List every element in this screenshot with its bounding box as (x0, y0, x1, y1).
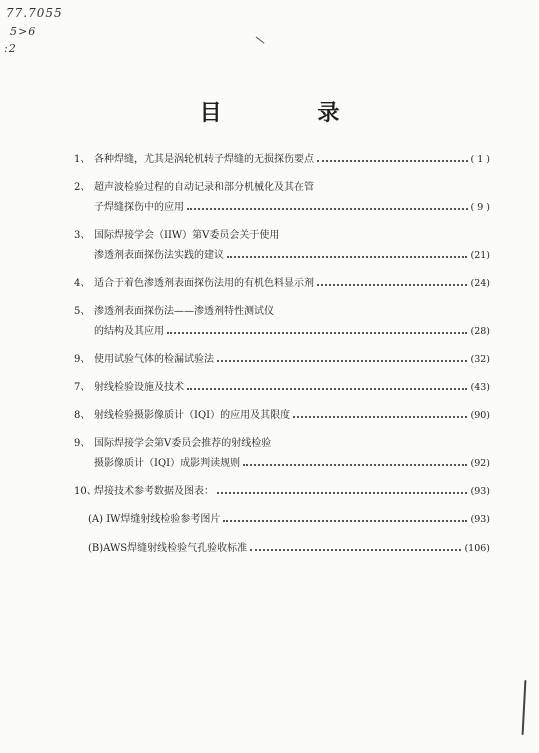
toc-title: 各种焊缝，尤其是涡轮机转子焊缝的无损探伤要点 (94, 154, 314, 165)
toc-line (74, 406, 490, 421)
toc-leader-dots (250, 547, 461, 551)
toc-entry (74, 274, 490, 289)
toc-number: 9、 (74, 438, 91, 449)
toc-title: 子焊缝探伤中的应用 (94, 202, 184, 213)
toc-number: 9、 (74, 354, 91, 365)
toc-line (74, 150, 490, 165)
toc-line (74, 378, 490, 393)
toc-number: 10、 (74, 486, 97, 497)
toc-leader-dots (227, 254, 467, 258)
toc-line (74, 302, 490, 317)
toc-subentry (74, 510, 490, 525)
handwritten-note-3: :2 (4, 42, 17, 55)
toc-title: 超声波检验过程的自动记录和部分机械化及其在管 (94, 182, 314, 193)
toc-page-number: (90) (470, 410, 490, 421)
toc-entry (74, 406, 490, 421)
toc-line (74, 274, 490, 289)
toc-page-number: (32) (470, 354, 490, 365)
toc-leader-dots (243, 462, 467, 466)
toc-page-number: (93) (470, 514, 490, 525)
toc-page-number: (92) (470, 458, 490, 469)
toc-page-number: (106) (464, 543, 490, 554)
scan-edge-mark (522, 680, 527, 735)
toc-title: 渗透剂表面探伤法实践的建议 (94, 250, 224, 261)
toc-line (74, 434, 490, 449)
toc-entry (74, 350, 490, 365)
toc-subentry-title: (A) IW焊缝射线检验参考图片 (88, 514, 221, 525)
toc-page-number: (93) (470, 486, 490, 497)
toc-number: 5、 (74, 306, 91, 317)
toc-leader-dots (187, 206, 468, 210)
toc-line (74, 510, 490, 525)
toc-leader-dots (223, 518, 467, 522)
toc-entry (74, 434, 490, 469)
toc-page-number: (28) (470, 326, 490, 337)
toc-leader-dots (217, 490, 467, 494)
toc-subentry-title: (B)AWS焊缝射线检验气孔验收标准 (88, 543, 248, 554)
toc-leader-dots (317, 158, 468, 162)
pen-mark: \ (254, 33, 266, 47)
toc-line (74, 198, 490, 213)
toc-title: 使用试验气体的检漏试验法 (94, 354, 214, 365)
toc-number: 4、 (74, 278, 91, 289)
toc-page-number: ( 9 ) (470, 202, 490, 213)
toc-subentry (74, 539, 490, 554)
toc-line (74, 226, 490, 241)
toc-line (74, 482, 490, 497)
toc-entry (74, 482, 490, 497)
toc-title: 渗透剂表面探伤法——渗透剂特性测试仪 (94, 306, 274, 317)
toc-number: 1、 (74, 154, 91, 165)
toc-title: 焊接技术参考数据及图表： (94, 486, 214, 497)
toc-line (74, 178, 490, 193)
page-title: 目 录 (199, 100, 384, 126)
toc-leader-dots (317, 282, 467, 286)
toc-page-number: (24) (470, 278, 490, 289)
toc-entry (74, 226, 490, 261)
toc-entry (74, 150, 490, 165)
toc-leader-dots (187, 386, 467, 390)
handwritten-note-2: 5>6 (10, 25, 37, 38)
toc-title: 国际焊接学会（IIW）第V委员会关于使用 (94, 230, 280, 241)
toc-page-number: (21) (470, 250, 490, 261)
toc-entry (74, 378, 490, 393)
toc-line (74, 322, 490, 337)
toc-number: 2、 (74, 182, 91, 193)
table-of-contents (74, 150, 490, 568)
toc-number: 7、 (74, 382, 91, 393)
toc-line (74, 454, 490, 469)
toc-number: 3、 (74, 230, 91, 241)
handwritten-note-1: 77.7055 (6, 6, 63, 20)
toc-leader-dots (217, 358, 467, 362)
toc-title: 的结构及其应用 (94, 326, 164, 337)
toc-line (74, 539, 490, 554)
toc-entry (74, 178, 490, 213)
toc-title: 国际焊接学会第V委员会推荐的射线检验 (94, 438, 272, 449)
toc-page-number: ( 1 ) (470, 154, 490, 165)
toc-line (74, 350, 490, 365)
toc-leader-dots (293, 414, 467, 418)
toc-title: 射线检验设施及技术 (94, 382, 184, 393)
toc-page-number: (43) (470, 382, 490, 393)
toc-entry (74, 302, 490, 337)
toc-number: 8、 (74, 410, 91, 421)
toc-title: 射线检验摄影像质计（IQI）的应用及其限度 (94, 410, 291, 421)
toc-leader-dots (167, 330, 467, 334)
toc-title: 适合于着色渗透剂表面探伤法用的有机色料显示剂 (94, 278, 314, 289)
toc-line (74, 246, 490, 261)
toc-title: 摄影像质计（IQI）成影判读规则 (94, 458, 241, 469)
